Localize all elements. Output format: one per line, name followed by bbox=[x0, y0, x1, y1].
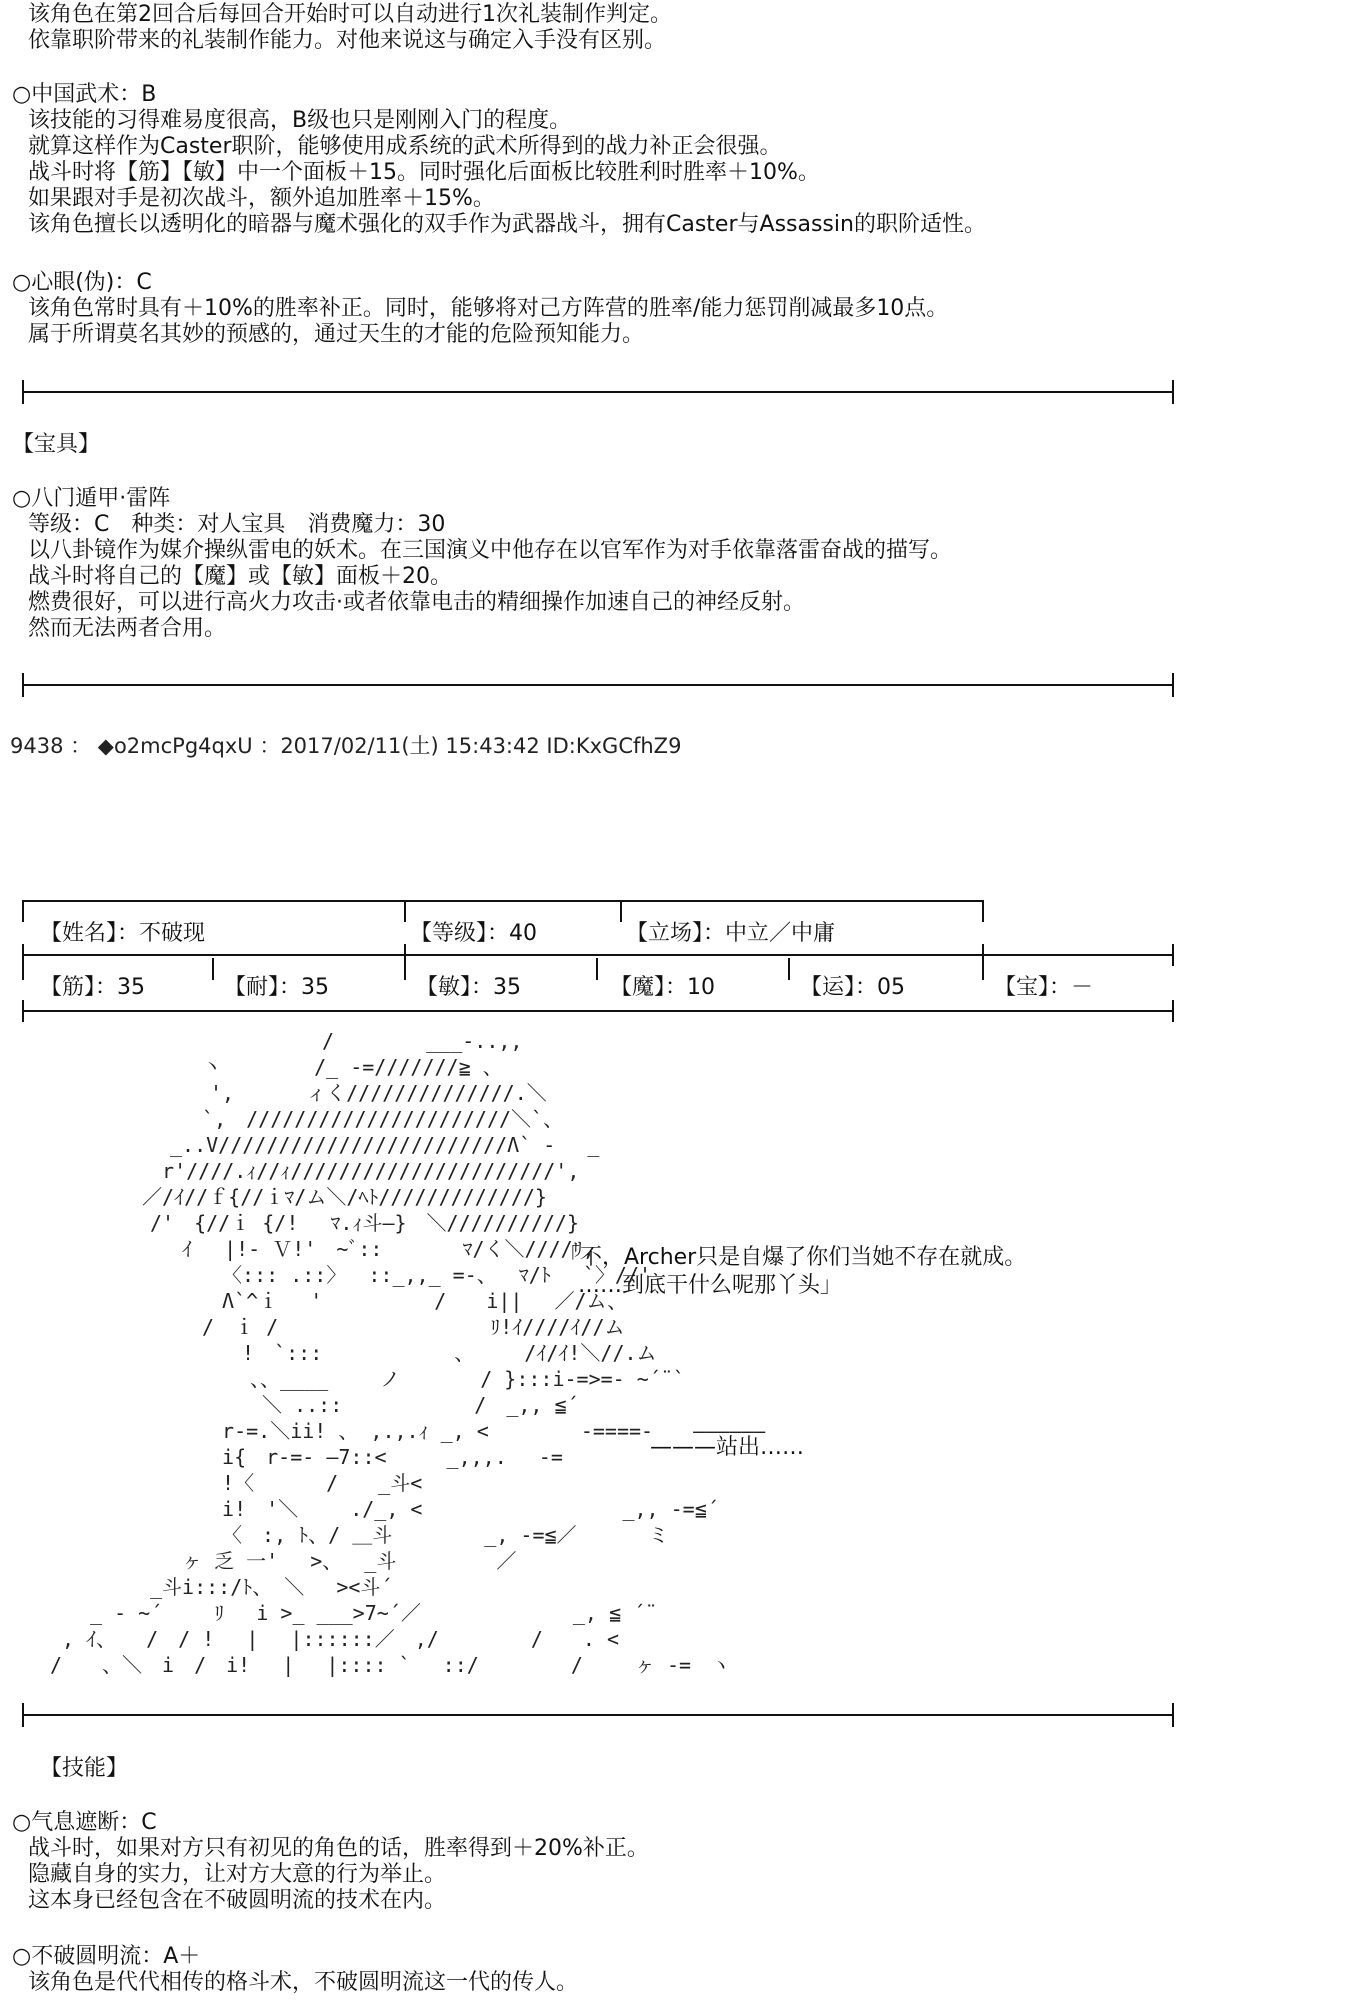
stat-agi: 【敏】：35 bbox=[416, 975, 521, 1000]
ascii-art-line: , ｲ、 / / ! | |::::::／ ,/ / . < bbox=[10, 1627, 619, 1651]
ascii-art-line: / 、＼ i / i! | |:::: ` ::/ / ヶ -= ヽ bbox=[10, 1653, 732, 1677]
stat-luk: 【运】：05 bbox=[800, 975, 905, 1000]
section-header: 【技能】 bbox=[40, 1756, 129, 1781]
stat-level: 【等级】：40 bbox=[410, 921, 537, 946]
stat-end: 【耐】：35 bbox=[224, 975, 329, 1000]
table-border bbox=[982, 958, 984, 980]
speech-line: ……到底干什么呢那丫头」 bbox=[578, 1273, 843, 1298]
ascii-art-line: _ - ~´ ﾘ i >_ ___>7~´／ _, ≦ ´¨ bbox=[10, 1601, 658, 1625]
text-line: 战斗时，如果对方只有初见的角色的话，胜率得到＋20%补正。 bbox=[28, 1836, 649, 1861]
ascii-art-line: 丶 /_ -=///////≧ 、 bbox=[10, 1055, 503, 1079]
table-border bbox=[22, 1000, 24, 1022]
table-border bbox=[22, 900, 24, 922]
skill-title: ○中国武术：B bbox=[12, 82, 157, 107]
table-border bbox=[404, 958, 406, 980]
divider bbox=[22, 1714, 1174, 1716]
ascii-art-line: / ___-..,, bbox=[10, 1029, 523, 1053]
text-line: 该角色擅长以透明化的暗器与魔术强化的双手作为武器战斗，拥有Caster与Assassin的职阶适性。 bbox=[28, 212, 986, 237]
stat-np: 【宝】：－ bbox=[994, 975, 1094, 1000]
ascii-art-line: ', ィく//////////////.＼ bbox=[10, 1081, 547, 1105]
text-line: 该角色是代代相传的格斗术，不破圆明流这一代的传人。 bbox=[28, 1970, 579, 1995]
post-header: 9438 ： ◆o2mcPg4qxU ：2017/02/11(土) 15:43:42 ID:KxGCfhZ9 bbox=[10, 734, 682, 758]
ascii-art-figure bbox=[0, 1028, 1180, 1708]
ascii-art-line: 〈 :, ﾄ、/ ＿斗 _, -=≦／ ミ bbox=[10, 1523, 669, 1547]
table-border bbox=[22, 1010, 1174, 1012]
ascii-art-line: ｲ |!- Ｖ!' ~ﾞ:: ﾏ/く＼////ﾘ, bbox=[10, 1237, 595, 1261]
ascii-art-line: / ｉ / ﾘ!ｲ////ｲ//ム bbox=[10, 1315, 625, 1339]
divider bbox=[22, 684, 1174, 686]
ascii-art-line: 〈::: .::〉 ::_,,_ =-、 ﾏ/ﾄ `〉//' bbox=[10, 1263, 652, 1287]
ascii-art-line: r-=.＼ii! 、 ,.,.ｨ _, < -====- —————— bbox=[10, 1419, 766, 1443]
text-line: 战斗时将【筋】【敏】中一个面板＋15。同时强化后面板比较胜利时胜率＋10%。 bbox=[28, 160, 820, 185]
table-border bbox=[1172, 944, 1174, 966]
text-line: 依靠职阶带来的礼装制作能力。对他来说这与确定入手没有区别。 bbox=[28, 28, 667, 53]
ascii-art-line: i! '＼ ./_, < _,, -=≦´ bbox=[10, 1497, 719, 1521]
text-line: 燃费很好，可以进行高火力攻击·或者依靠电击的精细操作加速自己的神经反射。 bbox=[28, 590, 805, 615]
ascii-art-line: Λ`^ｉ ' / i|| ／/ム、 bbox=[10, 1289, 628, 1313]
ascii-art-line: !〈 / _斗< bbox=[10, 1471, 423, 1495]
table-border bbox=[788, 958, 790, 980]
ascii-art-line: ＼ ..:: / _,, ≦´ bbox=[10, 1393, 579, 1417]
text-line: 这本身已经包含在不破圆明流的技术在内。 bbox=[28, 1888, 447, 1913]
text-line: 然而无法两者合用。 bbox=[28, 616, 227, 641]
text-line: 等级：C 种类：对人宝具 消费魔力：30 bbox=[28, 512, 446, 537]
table-border bbox=[212, 958, 214, 980]
text-line: 以八卦镜作为媒介操纵雷电的妖术。在三国演义中他存在以官军作为对手依靠落雷奋战的描写。 bbox=[28, 538, 953, 563]
text-line: 隐藏自身的实力，让对方大意的行为举止。 bbox=[28, 1862, 447, 1887]
skill-title: ○心眼(伪)：C bbox=[12, 270, 152, 295]
noble-phantasm-title: ○八门遁甲·雷阵 bbox=[12, 486, 171, 511]
stat-str: 【筋】：35 bbox=[40, 975, 145, 1000]
stat-mag: 【魔】：10 bbox=[610, 975, 715, 1000]
text-line: 该角色在第2回合后每回合开始时可以自动进行1次礼装制作判定。 bbox=[28, 2, 672, 27]
ascii-art-line: ／/ｲ//ｆ{//ｉﾏ/ム＼/ﾍﾄ/////////////} bbox=[10, 1185, 547, 1209]
ascii-art-line: _斗i:::/ﾄ、 ＼ ><斗´ bbox=[10, 1575, 393, 1599]
divider bbox=[22, 391, 1174, 393]
table-border bbox=[22, 958, 24, 980]
table-border bbox=[22, 954, 1174, 956]
ascii-art-line: _..V////////////////////////Λ` - _ bbox=[10, 1133, 600, 1157]
table-border bbox=[22, 900, 984, 902]
skill-title: ○不破圆明流：A＋ bbox=[12, 1944, 201, 1969]
stat-name: 【姓名】：不破现 bbox=[40, 921, 206, 946]
text-line: 该技能的习得难易度很高，B级也只是刚刚入门的程度。 bbox=[28, 108, 572, 133]
text-line: 战斗时将自己的【魔】或【敏】面板＋20。 bbox=[28, 564, 452, 589]
section-header: 【宝具】 bbox=[12, 432, 101, 457]
table-border bbox=[404, 900, 406, 922]
ascii-art-line: ヶ 乏 一' >、 _斗 ／ bbox=[10, 1549, 517, 1573]
speech-line: 「不，Archer只是自爆了你们当她不存在就成。 bbox=[558, 1245, 1027, 1270]
stat-stance: 【立场】：中立／中庸 bbox=[626, 921, 836, 946]
text-line: 如果跟对手是初次战斗，额外追加胜率＋15%。 bbox=[28, 186, 495, 211]
ascii-art-line: ! `::: 、 /ｲ/ｲ!＼//.ム bbox=[10, 1341, 657, 1365]
ascii-art-line: 、、____ ノ / }:::i-=>=- ~´¨` bbox=[10, 1367, 685, 1391]
ascii-art-line: i{ r-=- ―7::< _,,,. -= bbox=[10, 1445, 563, 1469]
ascii-art-line: /' {//ｉ {/! ﾏ.ｨ斗―} ＼//////////} bbox=[10, 1211, 579, 1235]
ascii-art-lines bbox=[10, 1028, 765, 1678]
skill-title: ○气息遮断：C bbox=[12, 1810, 157, 1835]
text-line: 该角色常时具有＋10%的胜率补正。同时，能够将对己方阵营的胜率/能力惩罚削减最多10点。 bbox=[28, 296, 949, 321]
ascii-art-line: `, //////////////////////＼`、 bbox=[10, 1107, 564, 1131]
ascii-art-line: r'////.ｨ//ｨ//////////////////////', bbox=[10, 1159, 580, 1183]
status-table bbox=[22, 900, 1174, 1024]
table-border bbox=[982, 900, 984, 922]
narration-text: ———站出…… bbox=[650, 1435, 805, 1460]
table-border bbox=[620, 900, 622, 922]
text-line: 就算这样作为Caster职阶，能够使用成系统的武术所得到的战力补正会很强。 bbox=[28, 134, 782, 159]
table-border bbox=[596, 958, 598, 980]
table-border bbox=[1172, 1000, 1174, 1022]
text-line: 属于所谓莫名其妙的预感的，通过天生的才能的危险预知能力。 bbox=[28, 322, 645, 347]
